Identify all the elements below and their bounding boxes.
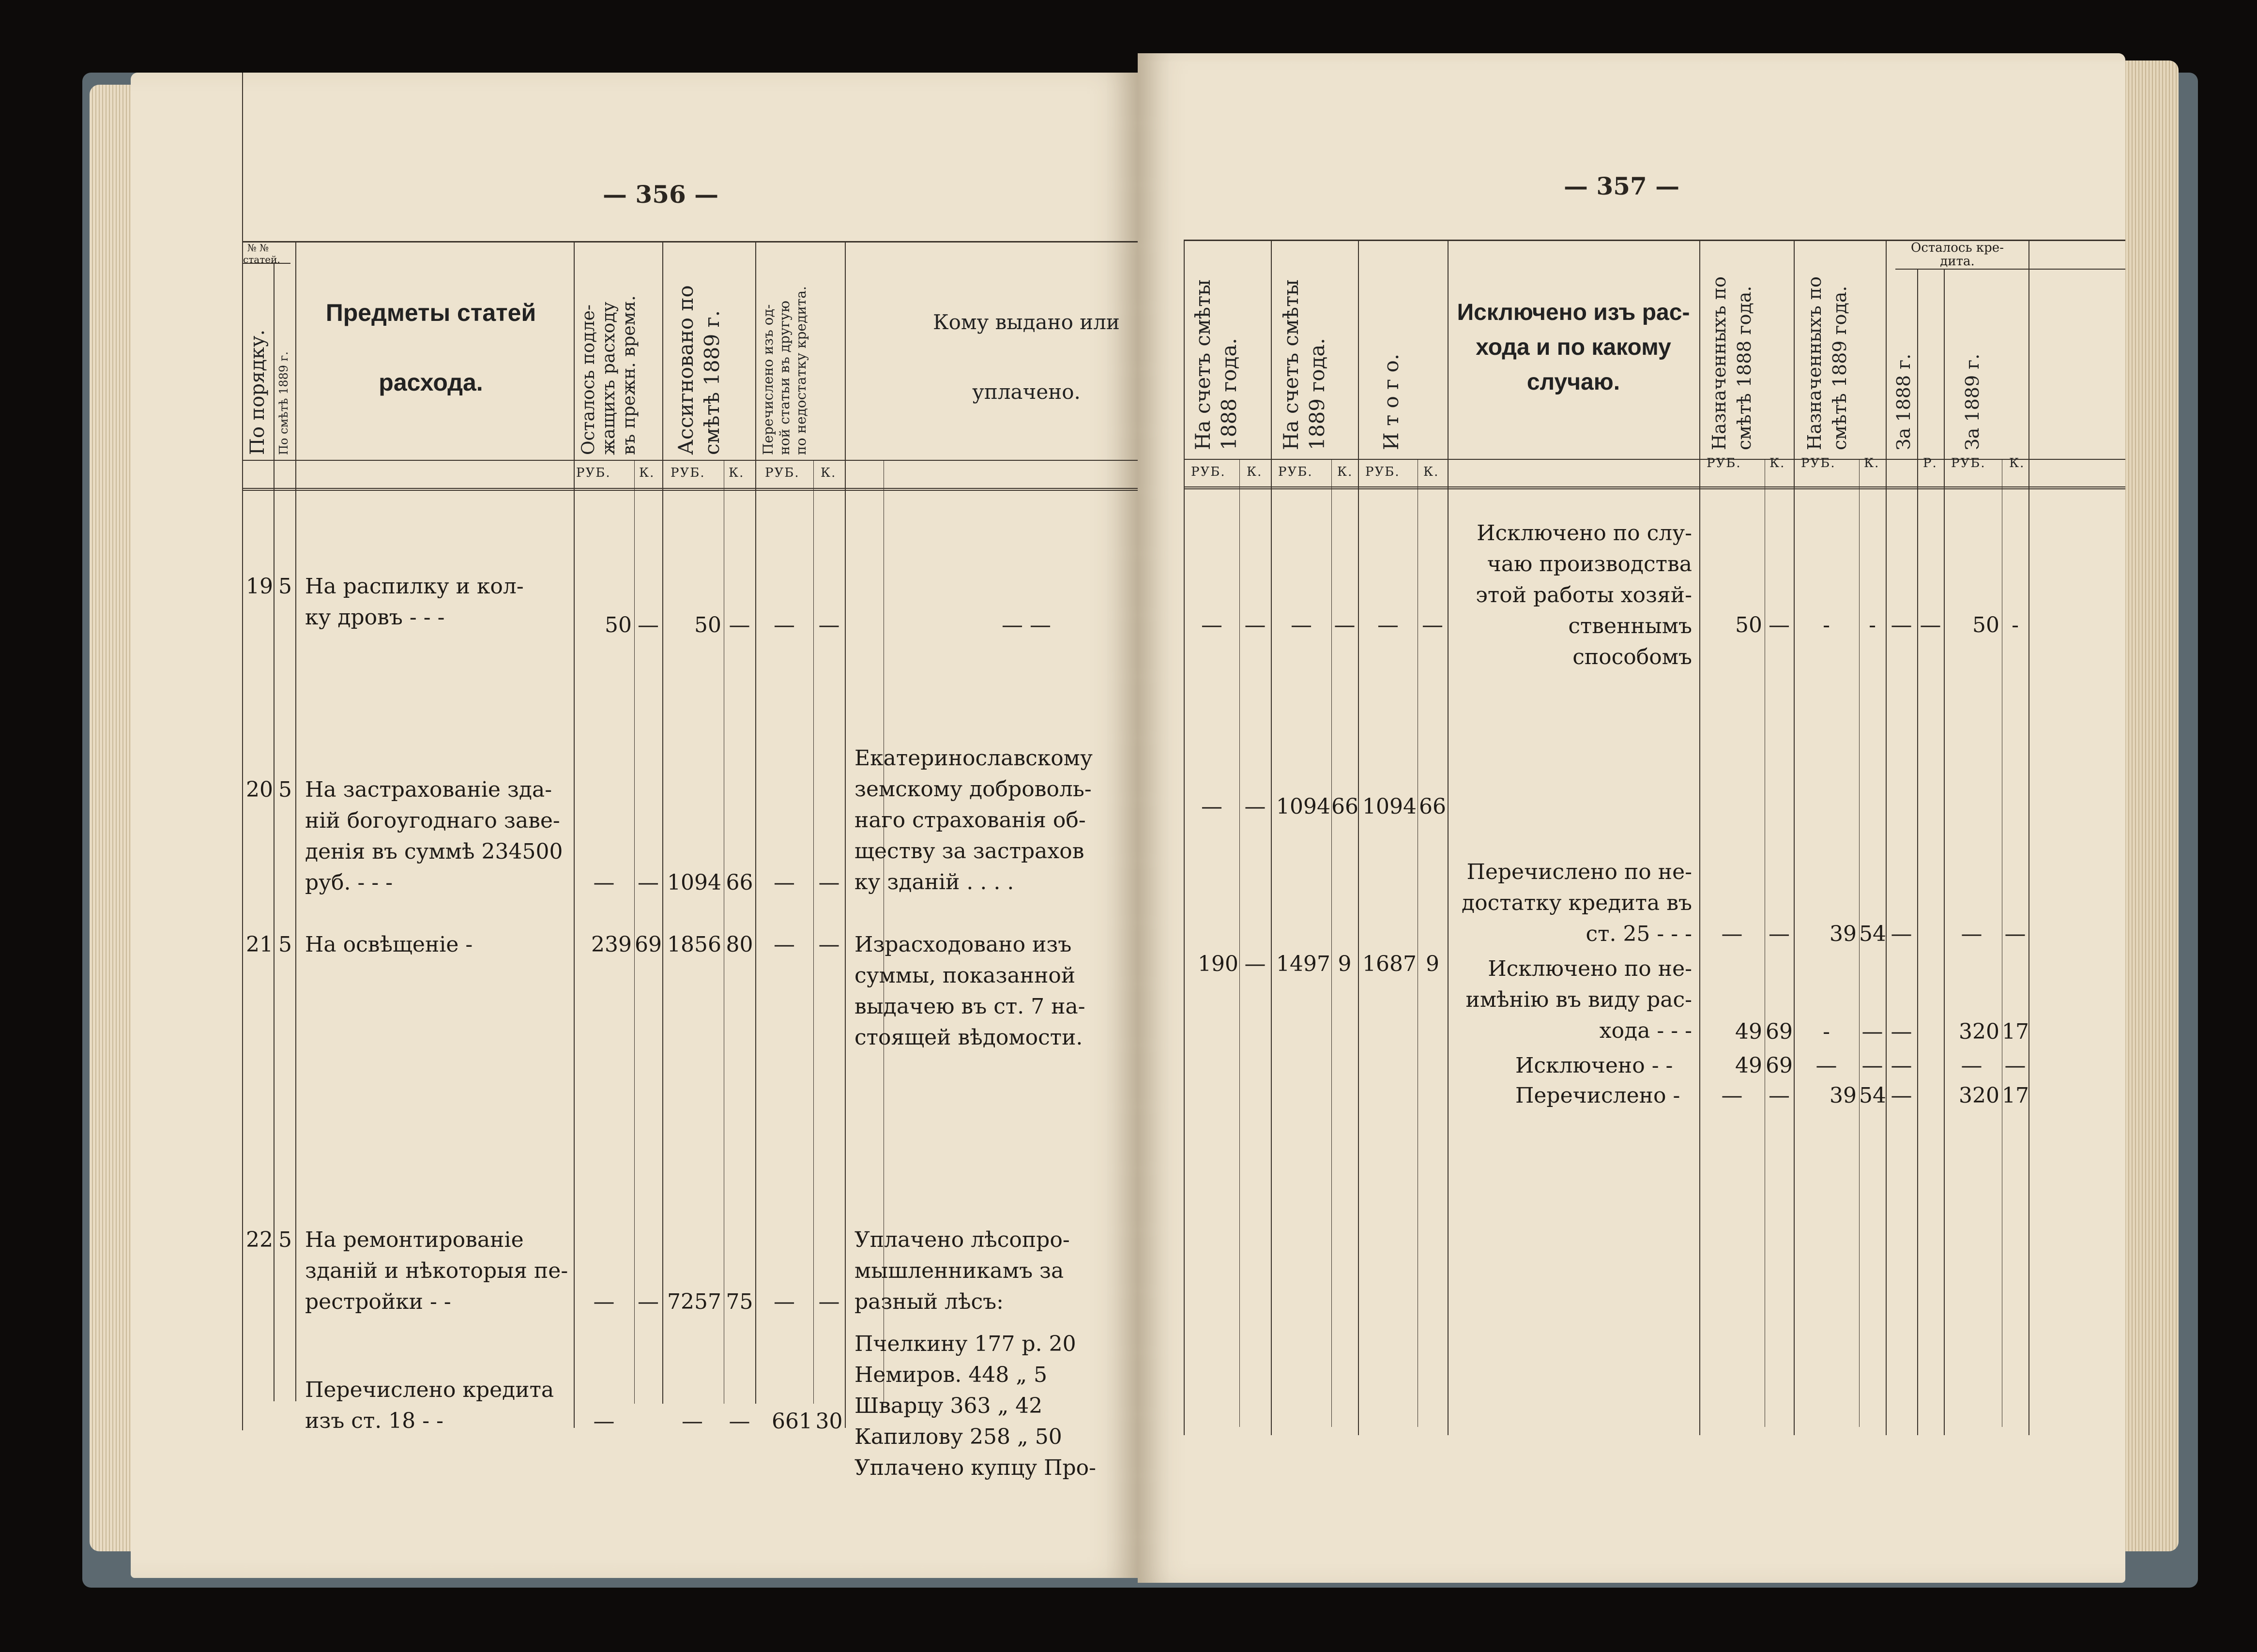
cell: 50 xyxy=(605,613,632,637)
cell: — xyxy=(774,1289,795,1314)
cell: — xyxy=(818,870,840,895)
unit-label: К. xyxy=(1247,465,1263,479)
cell: — xyxy=(1422,613,1443,637)
cell: — xyxy=(593,1289,615,1314)
cell: — xyxy=(682,1409,703,1434)
unit-label: К. xyxy=(821,466,837,480)
smeta-number: 5 xyxy=(278,777,292,802)
cell: 30 xyxy=(815,1409,843,1434)
unit-label: РУБ. xyxy=(1951,456,1986,470)
cell: — xyxy=(1891,1019,1912,1044)
cell: 49 xyxy=(1735,1019,1762,1044)
cell: 17 xyxy=(2002,1083,2029,1108)
header-bottom-rule xyxy=(242,488,1138,491)
header-order: По порядку. xyxy=(246,329,269,455)
page-number: — 357 — xyxy=(1564,172,1680,200)
unit-label: РУБ. xyxy=(1801,456,1836,470)
cell: 80 xyxy=(726,932,753,957)
excluded-reason: Исключено по слу- чаю производства этой работы хозяй- ственнымъ способомъ xyxy=(1476,521,1692,669)
cell: 190 xyxy=(1198,952,1238,976)
unit-label: РУБ. xyxy=(1278,465,1313,479)
row-number: 19 xyxy=(246,574,273,599)
col-line xyxy=(1944,269,1945,1435)
summary-label: Исключено - - xyxy=(1515,1053,1673,1078)
cell: — xyxy=(1244,952,1266,976)
row-subject: На распилку и кол- ку дровъ - - - xyxy=(305,574,524,630)
unit-label: РУБ. xyxy=(671,466,705,480)
cell: — xyxy=(1815,1053,1837,1078)
table-top-rule xyxy=(242,241,1138,242)
unit-label: РУБ. xyxy=(1707,456,1741,470)
cell: — xyxy=(818,932,840,957)
cell: — xyxy=(1769,613,1790,637)
col-line xyxy=(662,242,663,1404)
transferred-reason: Перечислено по не- достатку кредита въ ст. 25 - - - xyxy=(1462,860,1692,946)
cell: 66 xyxy=(1419,794,1446,819)
col-line xyxy=(574,242,575,1428)
cell: — xyxy=(1769,922,1790,946)
cell: 1094 xyxy=(1276,794,1330,819)
cell: — xyxy=(818,1289,840,1314)
col-line xyxy=(1239,459,1240,1427)
header-total: И т о г о. xyxy=(1379,353,1403,450)
cell: — xyxy=(774,932,795,957)
cell: 1687 xyxy=(1362,952,1417,976)
cell: — xyxy=(1961,1053,1982,1078)
row-subject: На ремонтированіе зданій и нѣкоторыя пе- рестройки - - xyxy=(305,1228,568,1314)
cell: — xyxy=(1721,1083,1743,1108)
cell: 39 xyxy=(1830,922,1857,946)
row-subject: На освѣщеніе - xyxy=(305,932,473,957)
col-line xyxy=(845,242,846,1428)
cell: - xyxy=(1823,1019,1830,1044)
cell: 1497 xyxy=(1276,952,1330,976)
cell: 69 xyxy=(1766,1053,1793,1078)
col-line xyxy=(1794,240,1795,1435)
header-za-1888: За 1888 г. xyxy=(1893,353,1914,450)
cell: — xyxy=(1244,613,1266,637)
header-paid-to: Кому выдано или уплачено. xyxy=(933,310,1120,404)
cell: - xyxy=(1869,613,1876,637)
unit-label: К. xyxy=(1423,465,1439,479)
header-transferred: Перечислено изъ од- ной статьи въ другую по недостатку кредита. xyxy=(760,286,809,455)
header-excluded: Исключено изъ рас- хода и по какому случаю. xyxy=(1457,300,1690,395)
header-assigned: Ассигновано по смѣтѣ 1889 г. xyxy=(674,285,724,455)
unit-label: К. xyxy=(2009,456,2025,470)
cell: — xyxy=(2004,1053,2026,1078)
cell: 50 xyxy=(1972,613,1999,637)
header-remaining: Осталось подле- жащихъ расходу въ прежн. время. xyxy=(579,295,639,455)
cell: — xyxy=(774,613,795,637)
cell: — xyxy=(1961,922,1982,946)
header-assigned-1888: Назначенныхъ по смѣтѣ 1888 года. xyxy=(1708,276,1755,450)
col-line xyxy=(2028,240,2029,1435)
cell: 239 xyxy=(591,932,632,957)
cell: 320 xyxy=(1959,1083,1999,1108)
col-line xyxy=(242,73,243,1430)
cell: — xyxy=(1891,613,1912,637)
cell: 320 xyxy=(1959,1019,1999,1044)
right-page xyxy=(1138,53,2125,1583)
col-line xyxy=(1358,240,1359,1435)
cell: 1094 xyxy=(667,870,721,895)
cell: 66 xyxy=(726,870,753,895)
col-line xyxy=(1699,240,1700,1435)
cell: 66 xyxy=(1331,794,1358,819)
row-number: 20 xyxy=(246,777,273,802)
cell: — xyxy=(1891,1053,1912,1078)
smeta-number: 5 xyxy=(278,932,292,957)
cell: 54 xyxy=(1859,922,1886,946)
cell: 50 xyxy=(1735,613,1762,637)
cell: — xyxy=(1861,1019,1883,1044)
col-line xyxy=(755,242,756,1404)
row-subject: На застрахованіе зда- ній богоугоднаго заве- денія въ суммѣ 234500 руб. - - - xyxy=(305,777,563,895)
cell: 1856 xyxy=(667,932,721,957)
units-top-rule xyxy=(242,460,1138,461)
left-page xyxy=(131,73,1138,1578)
cell: 69 xyxy=(1766,1019,1793,1044)
col-line xyxy=(1448,240,1449,1435)
unit-label: К. xyxy=(639,466,655,480)
paid-to: Уплачено лѣсопро- мышленникамъ за разный лѣсъ: xyxy=(854,1228,1070,1314)
header-assigned-1889: Назначенныхъ по смѣтѣ 1889 года. xyxy=(1804,276,1850,450)
header-smeta: По смѣтѣ 1889 г. xyxy=(277,351,290,455)
cell: 69 xyxy=(635,932,662,957)
cell: — xyxy=(638,613,659,637)
cell: — xyxy=(1377,613,1399,637)
cell: — xyxy=(1721,922,1743,946)
unit-label: К. xyxy=(729,466,745,480)
cell: — xyxy=(1201,613,1222,637)
cell: — xyxy=(2004,922,2026,946)
unit-label: РУБ. xyxy=(1365,465,1400,479)
cell: - xyxy=(2012,613,2019,637)
cell: 54 xyxy=(1859,1083,1886,1108)
cell: - xyxy=(1823,613,1830,637)
col-line xyxy=(1917,269,1918,1435)
cell: — xyxy=(1769,1083,1790,1108)
cell: — xyxy=(638,1289,659,1314)
cell: — xyxy=(729,613,750,637)
cell: 39 xyxy=(1830,1083,1857,1108)
col-line xyxy=(1886,240,1887,1435)
header-credit-group: Осталось кре- дита. xyxy=(1911,241,2004,269)
cell: 7257 xyxy=(667,1289,721,1314)
cell: — xyxy=(818,613,840,637)
cell: — xyxy=(1920,613,1941,637)
header-za-1889: За 1889 г. xyxy=(1962,353,1983,450)
cell: 75 xyxy=(726,1289,753,1314)
cell: — xyxy=(774,870,795,895)
row-number: 22 xyxy=(246,1228,273,1252)
unit-label: РУБ. xyxy=(1191,465,1226,479)
row-number: 21 xyxy=(246,932,273,957)
cell: — xyxy=(1334,613,1356,637)
unit-label: Р. xyxy=(1923,456,1937,470)
excluded-reason: Исключено по не- имѣнію въ виду рас- хода - - - xyxy=(1465,956,1692,1043)
transfer-subject: Перечислено кредита изъ ст. 18 - - xyxy=(305,1378,554,1433)
unit-label: К. xyxy=(1337,465,1353,479)
payees-list: Пчелкину 177 р. 20 Немиров. 448 „ 5 Шварцу 363 „ 42 Капилову 258 „ 50 Уплачено купцу Про- xyxy=(854,1332,1097,1480)
credit-group-rule xyxy=(1895,269,2125,270)
header-subjects: Предметы статей расхода. xyxy=(325,299,536,396)
cell: — xyxy=(638,870,659,895)
cell: — xyxy=(593,1409,615,1434)
cell: — xyxy=(1244,794,1266,819)
paid-to: — — xyxy=(1002,613,1051,637)
cell: 9 xyxy=(1338,952,1352,976)
header-bottom-rule xyxy=(1184,486,2125,489)
cell: — xyxy=(1891,1083,1912,1108)
smeta-number: 5 xyxy=(278,1228,292,1252)
col-line xyxy=(1331,459,1332,1427)
cell: — xyxy=(729,1409,750,1434)
col-line xyxy=(1184,240,1185,1435)
page-number: — 356 — xyxy=(603,180,719,209)
paid-to: Израсходовано изъ суммы, показанной выдачею въ ст. 7 на- стоящей вѣдомости. xyxy=(854,932,1085,1050)
smeta-number: 5 xyxy=(278,574,292,599)
header-1889: На счетъ смѣты 1889 года. xyxy=(1279,279,1329,450)
cell: — xyxy=(1291,613,1312,637)
cell: — xyxy=(593,870,615,895)
summary-label: Перечислено - xyxy=(1515,1083,1680,1108)
cell: 9 xyxy=(1426,952,1439,976)
cell: 661 xyxy=(772,1409,812,1434)
header-1888: На счетъ смѣты 1888 года. xyxy=(1191,279,1241,450)
cell: — xyxy=(1891,922,1912,946)
paid-to: Екатеринославскому земскому доброволь- наго страхованія об- ществу за застрахов ку зданій . . . . xyxy=(854,746,1093,894)
cell: — xyxy=(1201,794,1222,819)
unit-label: К. xyxy=(1769,456,1785,470)
cell: — xyxy=(1861,1053,1883,1078)
cell: 49 xyxy=(1735,1053,1762,1078)
unit-label: РУБ. xyxy=(576,466,611,480)
unit-label: РУБ. xyxy=(765,466,800,480)
cell: 50 xyxy=(694,613,721,637)
cell: 17 xyxy=(2002,1019,2029,1044)
unit-label: К. xyxy=(1864,456,1880,470)
header-nn: № № статей. xyxy=(243,242,280,265)
col-line xyxy=(1271,240,1272,1435)
col-line xyxy=(295,242,296,1401)
cell: 1094 xyxy=(1362,794,1417,819)
